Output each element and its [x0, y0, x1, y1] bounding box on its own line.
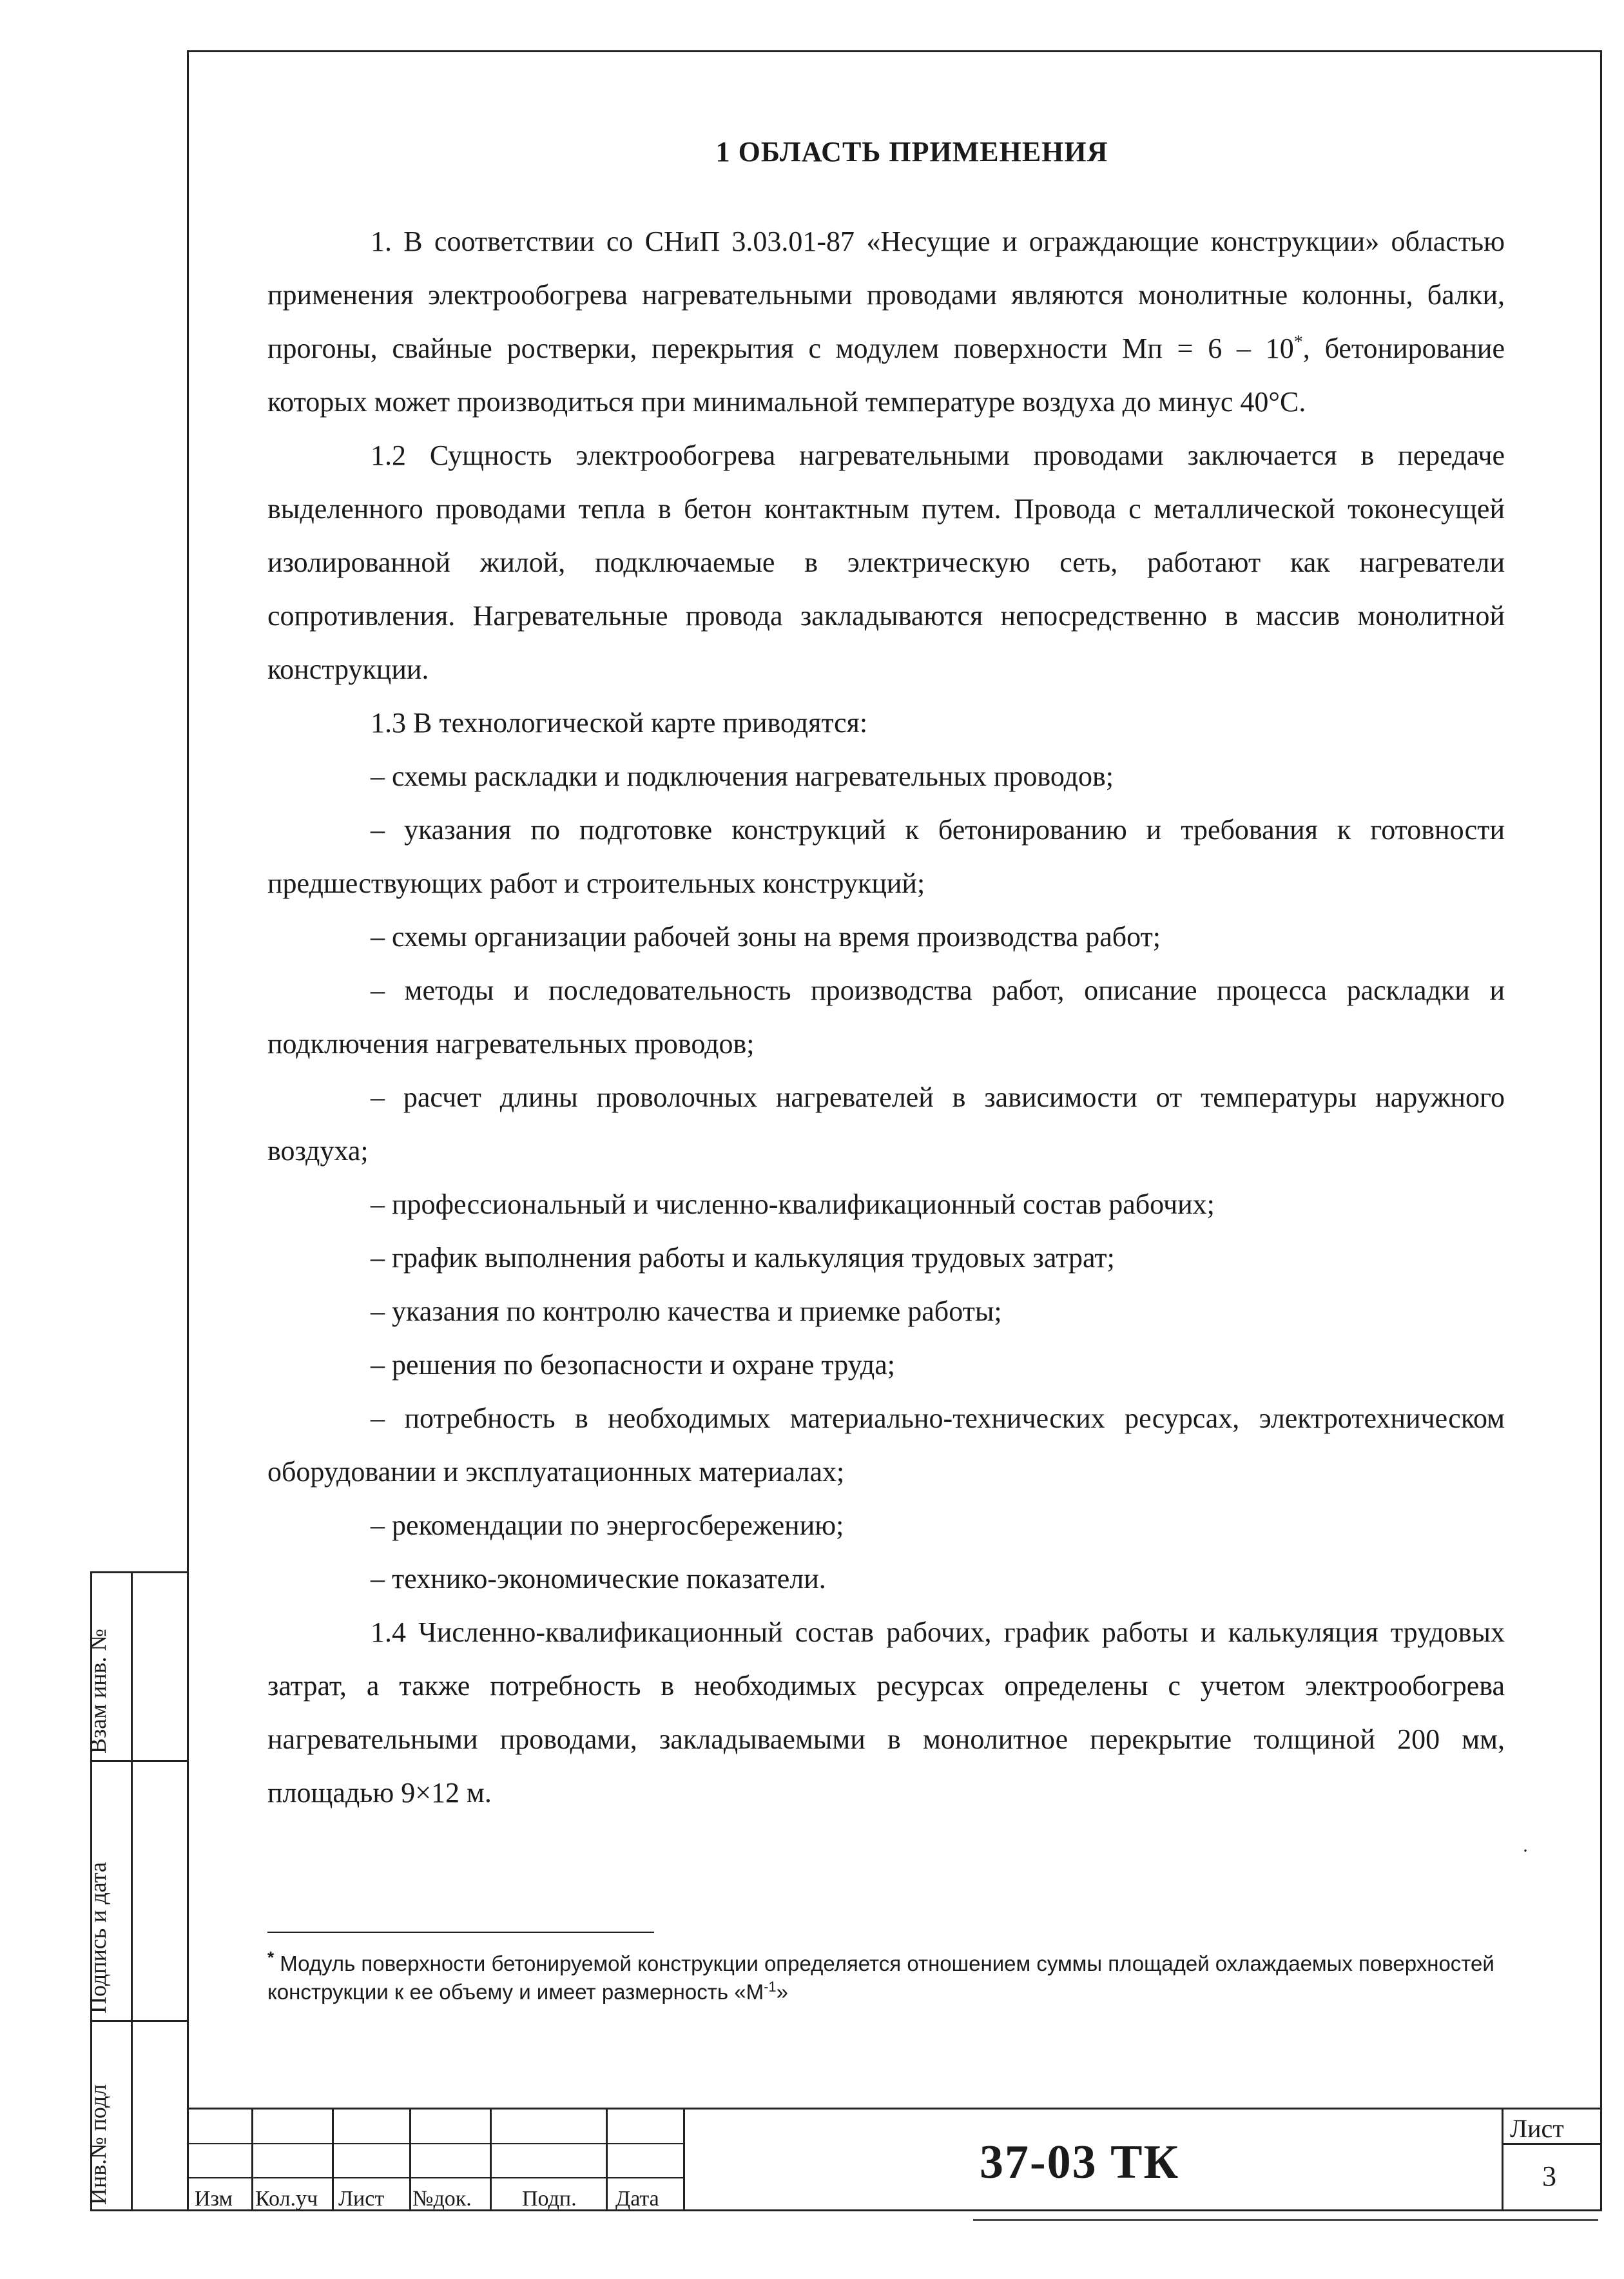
title-block-grid — [187, 2109, 683, 2211]
grid-line — [606, 2109, 608, 2211]
paragraph-1 — [267, 215, 1505, 429]
footnote-text-b: » — [776, 1980, 788, 2004]
col-label-data: Дата — [615, 2187, 659, 2211]
list-item: – схемы организации рабочей зоны на время производства работ; — [371, 921, 1161, 953]
list-item: – потребность в необходимых материально-технических ресурсах, электротехническом оборудовании и эксплуатационных материалах; — [267, 1402, 1505, 1488]
side-stamp-column — [85, 1571, 189, 2211]
side-cell-podpis — [85, 1762, 189, 2022]
grid-line — [251, 2109, 253, 2211]
grid-line — [490, 2109, 492, 2211]
list-item: – решения по безопасности и охране труда; — [371, 1349, 895, 1381]
col-label-podp: Подп. — [522, 2187, 577, 2211]
paragraph-1-text-a: 1. В соответствии со СНиП 3.03.01-87 «Несущие и ограждающие конструкции» областью применения электрообогрева нагревательными проводами являются монолитные колонны, балки, прогоны, свайные ростверки, перекрытия с модулем поверхности Мп = 6 – 10 — [267, 226, 1505, 364]
list-item: – расчет длины проволочных нагревателей в зависимости от температуры наружного воздуха; — [267, 1081, 1505, 1167]
col-label-kol: Кол.уч — [255, 2187, 318, 2211]
footnote-marker: * — [1293, 332, 1303, 353]
sheet-box — [1502, 2109, 1602, 2211]
list-item: – технико-экономические показатели. — [371, 1563, 826, 1595]
list-item: – указания по подготовке конструкций к бетонированию и требования к готовности предшествующих работ и строительных конструкций; — [267, 814, 1505, 899]
list-item: – график выполнения работы и калькуляция трудовых затрат; — [371, 1242, 1115, 1274]
frame-underline — [973, 2219, 1598, 2221]
footnote-rule — [267, 1932, 654, 1933]
list-item: – рекомендации по энергосбережению; — [371, 1509, 844, 1541]
section-title: 1 ОБЛАСТЬ ПРИМЕНЕНИЯ — [715, 136, 1108, 168]
list-item: – схемы раскладки и подключения нагревательных проводов; — [371, 761, 1114, 792]
side-text-wrap — [85, 2022, 131, 2211]
paragraph-1-text-b: , бетонирование которых может производиться при минимальной температуре воздуха до минус 40°С. — [267, 333, 1505, 418]
grid-line — [187, 2177, 683, 2178]
col-label-izm: Изм — [195, 2187, 233, 2211]
side-text-wrap — [85, 1762, 131, 2020]
side-cell-inv — [85, 2022, 189, 2211]
footnote-superscript: -1 — [764, 1979, 777, 1995]
paragraph-1-4: 1.4 Численно-квалификационный состав рабочих, график работы и калькуляция трудовых затрат, а также потребность в необходимых ресурсах определены с учетом электрообогрева нагревательными проводами, закладываемыми в монолитное перекрытие толщиной 200 мм, площадью 9×12 м. — [267, 1616, 1505, 1809]
col-label-ndok: №док. — [412, 2187, 472, 2211]
title-block — [187, 2108, 1600, 2211]
contents-list — [267, 750, 1505, 1605]
footnote-text-a: Модуль поверхности бетонируемой конструкции определяется отношением суммы площадей охлаждаемых поверхностей конструкции к ее объему и имеет размерность «М — [267, 1952, 1494, 2004]
list-item: – указания по контролю качества и приемке работы; — [371, 1295, 1002, 1327]
footnote — [267, 1950, 1505, 2006]
side-label-vzam: Взам инв. № — [85, 1629, 111, 1754]
side-label-inv: Инв.№ подл — [85, 2084, 111, 2205]
grid-line — [409, 2109, 411, 2211]
grid-line — [187, 2143, 683, 2144]
list-item: – профессиональный и численно-квалификационный состав рабочих; — [371, 1188, 1215, 1220]
document-body — [267, 135, 1505, 1819]
paragraph-1-3: 1.3 В технологической карте приводятся: — [371, 707, 868, 739]
sheet-label: Лист — [1510, 2114, 1564, 2143]
side-text-wrap — [85, 1573, 131, 1760]
grid-line — [683, 2109, 685, 2211]
col-label-list: Лист — [338, 2187, 385, 2211]
sheet-separator — [1503, 2143, 1602, 2145]
grid-line — [332, 2109, 334, 2211]
footnote-star: * — [267, 1948, 275, 1967]
side-cell-vzam — [85, 1573, 189, 1762]
paragraph-1-2: 1.2 Сущность электрообогрева нагревательными проводами заключается в передаче выделенного проводами тепла в бетон контактным путем. Провода с металлической токонесущей изолированной жилой, подключаемые в электрическую сеть, работают как нагреватели сопротивления. Нагревательные провода закладываются непосредственно в массив монолитной конструкции. — [267, 440, 1505, 685]
document-code: 37-03 ТК — [980, 2136, 1180, 2189]
sheet-number: 3 — [1542, 2160, 1556, 2192]
scan-speck: · — [1522, 1840, 1529, 1861]
side-label-podpis: Подпись и дата — [85, 1862, 111, 2013]
list-item: – методы и последовательность производства работ, описание процесса раскладки и подключения нагревательных проводов; — [267, 975, 1505, 1060]
